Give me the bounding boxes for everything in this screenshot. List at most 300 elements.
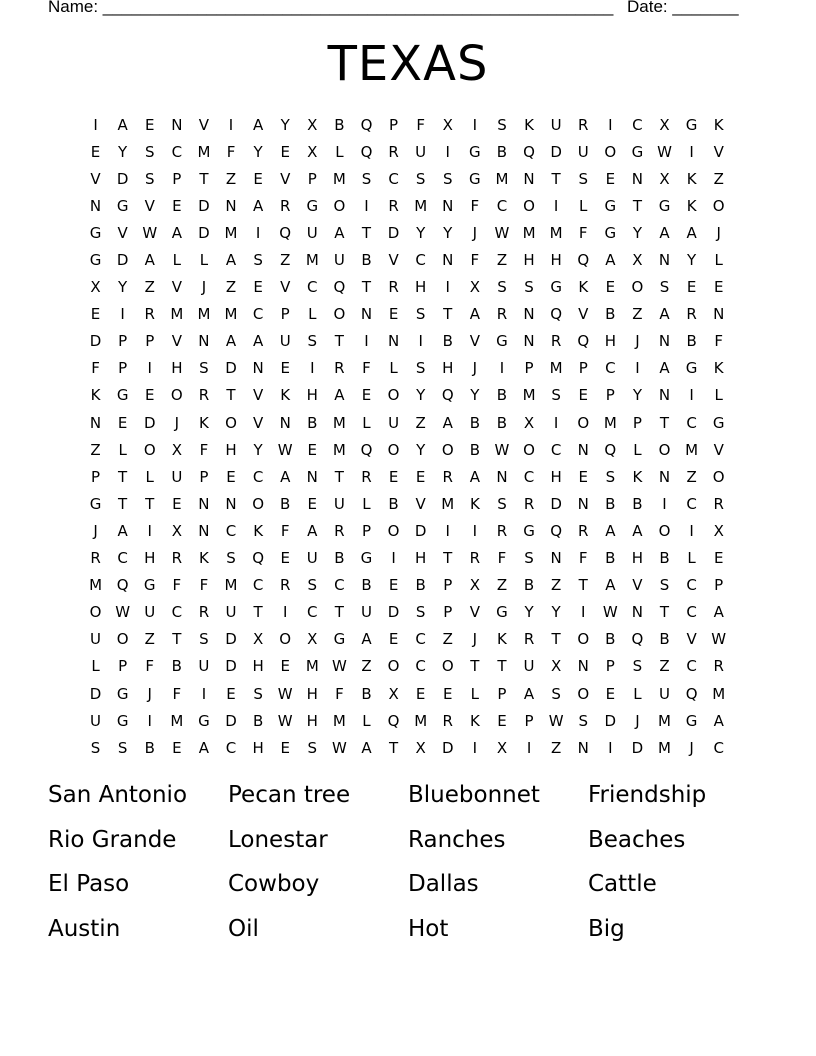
grid-letter: T xyxy=(388,738,399,757)
grid-letter: E xyxy=(280,142,290,161)
grid-letter: H xyxy=(523,251,535,270)
grid-letter: K xyxy=(686,196,697,215)
grid-letter: M xyxy=(224,305,238,324)
grid-row xyxy=(82,219,734,246)
grid-row xyxy=(82,545,734,572)
grid-letter: I xyxy=(499,359,505,378)
grid-letter: A xyxy=(252,115,264,134)
grid-letter: Q xyxy=(387,711,400,730)
grid-letter: I xyxy=(201,684,207,703)
grid-letter: N xyxy=(577,657,589,676)
grid-letter: Q xyxy=(279,223,292,242)
grid-letter: W xyxy=(115,603,131,622)
grid-letter: X xyxy=(307,115,318,134)
grid-letter: D xyxy=(89,332,102,351)
grid-letter: I xyxy=(526,738,532,757)
grid-letter: U xyxy=(171,467,183,486)
grid-letter: O xyxy=(387,386,400,405)
grid-row xyxy=(82,382,734,409)
grid-letter: V xyxy=(415,494,426,513)
grid-letter: I xyxy=(255,223,261,242)
grid-letter: D xyxy=(550,494,562,513)
grid-letter: X xyxy=(713,521,724,540)
grid-letter: R xyxy=(523,494,535,513)
grid-letter: N xyxy=(252,359,264,378)
grid-letter: L xyxy=(362,413,371,432)
grid-letter: P xyxy=(280,305,290,324)
grid-letter: V xyxy=(469,332,480,351)
grid-letter: F xyxy=(172,576,182,595)
grid-letter: H xyxy=(225,440,237,459)
grid-letter: W xyxy=(494,223,510,242)
grid-letter: P xyxy=(714,576,724,595)
grid-letter: I xyxy=(364,332,369,351)
grid-letter: X xyxy=(469,576,480,595)
grid-row xyxy=(82,111,734,138)
grid-letter: G xyxy=(685,359,698,378)
grid-letter: D xyxy=(225,657,237,676)
grid-letter: A xyxy=(605,251,616,270)
grid-letter: M xyxy=(224,576,238,595)
grid-letter: O xyxy=(658,440,671,459)
grid-letter: I xyxy=(445,521,450,540)
grid-letter: U xyxy=(333,494,345,513)
grid-letter: R xyxy=(334,521,345,540)
grid-letter: Z xyxy=(551,576,562,595)
grid-letter: G xyxy=(116,386,129,405)
grid-letter: A xyxy=(171,223,182,242)
grid-letter: K xyxy=(199,549,209,568)
grid-letter: R xyxy=(198,386,210,405)
word-list-item: El Paso xyxy=(48,871,130,897)
header xyxy=(0,0,816,21)
grid-letter: C xyxy=(605,359,616,378)
grid-letter: T xyxy=(118,494,128,513)
grid-letter: Y xyxy=(687,251,697,270)
grid-letter: V xyxy=(144,196,155,215)
grid-letter: D xyxy=(198,196,210,215)
word-list-item: Pecan tree xyxy=(228,782,351,808)
grid-letter: K xyxy=(253,521,264,540)
grid-letter: K xyxy=(90,386,101,405)
grid-letter: M xyxy=(414,196,428,215)
grid-letter: J xyxy=(93,521,98,540)
grid-letter: Z xyxy=(280,251,291,270)
grid-letter: I xyxy=(445,278,450,297)
grid-letter: V xyxy=(252,413,264,432)
grid-letter: E xyxy=(90,305,101,324)
grid-letter: C xyxy=(307,278,318,297)
grid-letter: Q xyxy=(360,142,373,161)
grid-letter: A xyxy=(280,467,291,486)
grid-letter: E xyxy=(307,494,318,513)
grid-letter: R xyxy=(442,467,453,486)
grid-row xyxy=(82,517,734,544)
grid-letter: R xyxy=(496,521,508,540)
grid-letter: G xyxy=(631,142,644,161)
grid-letter: O xyxy=(712,467,725,486)
grid-letter: X xyxy=(659,115,670,134)
grid-letter: C xyxy=(252,576,264,595)
grid-row xyxy=(82,734,734,761)
grid-letter: B xyxy=(605,630,616,649)
grid-letter: H xyxy=(252,738,264,757)
grid-letter: T xyxy=(659,603,670,622)
grid-letter: C xyxy=(686,494,697,513)
grid-letter: N xyxy=(225,494,237,513)
grid-letter: Y xyxy=(443,223,453,242)
grid-row xyxy=(82,274,734,301)
grid-letter: C xyxy=(307,603,318,622)
grid-letter: K xyxy=(469,711,480,730)
grid-letter: S xyxy=(415,359,426,378)
grid-letter: V xyxy=(171,278,182,297)
word-list-item: Cowboy xyxy=(228,871,320,897)
grid-letter: B xyxy=(361,684,372,703)
grid-letter: C xyxy=(686,657,697,676)
grid-letter: E xyxy=(388,630,399,649)
grid-letter: Q xyxy=(685,684,698,703)
grid-letter: C xyxy=(686,603,697,622)
grid-letter: T xyxy=(632,196,642,215)
grid-letter: R xyxy=(713,494,724,513)
grid-letter: X xyxy=(307,142,318,161)
grid-letter: Q xyxy=(252,549,265,568)
grid-row xyxy=(82,707,734,734)
word-list-item: Oil xyxy=(228,915,259,942)
grid-letter: V xyxy=(469,603,480,622)
grid-letter: A xyxy=(361,738,372,757)
grid-row xyxy=(82,192,734,219)
grid-letter: E xyxy=(388,576,399,595)
grid-letter: U xyxy=(523,657,535,676)
grid-letter: I xyxy=(282,603,288,622)
grid-letter: Y xyxy=(118,278,128,297)
grid-letter: T xyxy=(334,603,344,622)
grid-letter: Y xyxy=(470,386,480,405)
grid-letter: I xyxy=(662,494,667,513)
grid-letter: I xyxy=(418,332,423,351)
grid-letter: L xyxy=(199,251,209,270)
grid-letter: N xyxy=(198,521,210,540)
grid-letter: D xyxy=(631,738,644,757)
grid-letter: B xyxy=(659,549,670,568)
grid-letter: G xyxy=(496,332,508,351)
grid-letter: T xyxy=(118,467,128,486)
grid-letter: Z xyxy=(632,305,643,324)
grid-letter: N xyxy=(198,332,210,351)
grid-letter: I xyxy=(608,738,613,757)
grid-letter: Z xyxy=(713,169,724,188)
grid-letter: O xyxy=(523,440,535,459)
grid-letter: C xyxy=(632,115,643,134)
grid-letter: D xyxy=(387,603,400,622)
grid-letter: M xyxy=(332,711,346,730)
grid-letter: C xyxy=(334,576,345,595)
grid-letter: F xyxy=(199,440,209,459)
grid-letter: V xyxy=(686,630,697,649)
grid-letter: J xyxy=(472,223,478,242)
grid-letter: F xyxy=(714,332,724,351)
grid-letter: H xyxy=(171,359,183,378)
grid-letter: A xyxy=(225,251,237,270)
grid-letter: V xyxy=(280,169,291,188)
grid-letter: O xyxy=(116,630,129,649)
grid-letter: I xyxy=(472,521,478,540)
grid-letter: X xyxy=(523,413,535,432)
grid-letter: A xyxy=(605,521,616,540)
grid-letter: V xyxy=(713,142,724,161)
grid-letter: Y xyxy=(524,603,534,622)
grid-letter: L xyxy=(389,359,398,378)
grid-letter: K xyxy=(199,413,209,432)
grid-letter: E xyxy=(605,169,616,188)
grid-letter: L xyxy=(714,251,723,270)
grid-letter: Y xyxy=(632,386,642,405)
grid-letter: I xyxy=(608,115,613,134)
grid-letter: G xyxy=(604,223,617,242)
grid-letter: D xyxy=(225,711,237,730)
grid-letter: N xyxy=(198,494,210,513)
grid-letter: A xyxy=(144,251,155,270)
grid-letter: C xyxy=(171,603,183,622)
grid-letter: X xyxy=(415,738,426,757)
grid-letter: N xyxy=(577,440,589,459)
grid-letter: T xyxy=(578,576,588,595)
grid-letter: S xyxy=(524,549,534,568)
grid-letter: S xyxy=(605,467,616,486)
grid-letter: O xyxy=(279,630,292,649)
grid-letter: U xyxy=(333,251,345,270)
grid-letter: V xyxy=(252,386,264,405)
grid-letter: V xyxy=(198,115,210,134)
grid-letter: J xyxy=(472,630,478,649)
grid-letter: N xyxy=(89,413,102,432)
grid-letter: S xyxy=(551,386,561,405)
grid-letter: B xyxy=(632,494,643,513)
grid-letter: O xyxy=(577,630,590,649)
grid-letter: A xyxy=(225,332,237,351)
grid-letter: F xyxy=(470,251,480,270)
grid-letter: Q xyxy=(116,576,129,595)
grid-letter: U xyxy=(144,603,156,622)
grid-letter: P xyxy=(118,332,128,351)
grid-letter: A xyxy=(469,305,480,324)
word-list-item: Ranches xyxy=(408,826,506,853)
grid-letter: E xyxy=(443,684,453,703)
grid-letter: O xyxy=(658,521,671,540)
grid-letter: R xyxy=(469,549,481,568)
grid-letter: O xyxy=(170,386,183,405)
grid-letter: S xyxy=(144,169,155,188)
grid-letter: D xyxy=(116,251,129,270)
grid-letter: P xyxy=(307,169,317,188)
grid-letter: Y xyxy=(253,440,263,459)
grid-letter: N xyxy=(658,386,671,405)
grid-letter: C xyxy=(550,440,562,459)
grid-letter: N xyxy=(577,494,589,513)
grid-letter: Y xyxy=(416,440,426,459)
grid-letter: L xyxy=(172,251,181,270)
grid-letter: V xyxy=(632,576,643,595)
grid-letter: U xyxy=(306,549,318,568)
grid-letter: Q xyxy=(577,332,590,351)
grid-letter: M xyxy=(603,413,617,432)
grid-letter: P xyxy=(118,657,128,676)
grid-letter: G xyxy=(89,494,102,513)
grid-letter: R xyxy=(90,549,101,568)
grid-letter: C xyxy=(252,305,264,324)
grid-letter: S xyxy=(659,576,670,595)
grid-letter: T xyxy=(443,549,453,568)
grid-letter: H xyxy=(306,711,318,730)
grid-letter: P xyxy=(605,386,615,405)
grid-letter: O xyxy=(225,413,237,432)
grid-letter: B xyxy=(605,494,616,513)
grid-letter: A xyxy=(334,223,345,242)
grid-letter: A xyxy=(469,467,480,486)
word-list-item: Cattle xyxy=(588,871,657,897)
grid-letter: G xyxy=(89,223,102,242)
grid-letter: T xyxy=(551,630,561,649)
grid-letter: U xyxy=(225,603,237,622)
grid-letter: P xyxy=(199,467,209,486)
grid-letter: S xyxy=(226,549,236,568)
grid-letter: Y xyxy=(280,115,290,134)
grid-letter: N xyxy=(523,332,535,351)
grid-letter: S xyxy=(253,251,263,270)
grid-letter: K xyxy=(280,386,291,405)
grid-row xyxy=(82,653,734,680)
grid-letter: N xyxy=(631,169,644,188)
grid-letter: S xyxy=(199,630,209,649)
grid-letter: Z xyxy=(659,657,670,676)
word-list-item: Austin xyxy=(48,915,121,942)
grid-letter: B xyxy=(334,549,345,568)
grid-letter: R xyxy=(550,332,562,351)
grid-letter: N xyxy=(306,467,318,486)
grid-letter: F xyxy=(416,115,425,134)
grid-letter: M xyxy=(332,413,346,432)
grid-letter: K xyxy=(686,169,697,188)
grid-letter: S xyxy=(551,684,561,703)
grid-letter: U xyxy=(388,413,400,432)
grid-letter: A xyxy=(713,711,724,730)
grid-letter: G xyxy=(198,711,210,730)
grid-letter: R xyxy=(523,630,535,649)
grid-row xyxy=(82,490,734,517)
grid-letter: E xyxy=(388,305,399,324)
grid-letter: B xyxy=(686,332,697,351)
grid-letter: N xyxy=(550,549,562,568)
grid-letter: Q xyxy=(550,521,563,540)
grid-letter: S xyxy=(144,142,155,161)
grid-letter: G xyxy=(685,711,698,730)
grid-letter: N xyxy=(89,196,102,215)
grid-letter: R xyxy=(144,305,155,324)
grid-row xyxy=(82,355,734,382)
grid-letter: M xyxy=(549,359,563,378)
grid-letter: S xyxy=(659,278,670,297)
grid-letter: H xyxy=(550,467,562,486)
grid-row xyxy=(82,599,734,626)
grid-letter: S xyxy=(415,305,426,324)
grid-letter: Z xyxy=(415,413,426,432)
grid-letter: C xyxy=(523,467,535,486)
grid-letter: P xyxy=(497,684,507,703)
grid-letter: G xyxy=(604,196,617,215)
grid-letter: A xyxy=(442,413,453,432)
grid-letter: Z xyxy=(442,630,453,649)
grid-letter: F xyxy=(362,359,371,378)
grid-letter: D xyxy=(414,521,427,540)
grid-letter: W xyxy=(548,711,564,730)
grid-letter: G xyxy=(306,196,319,215)
grid-letter: G xyxy=(116,684,129,703)
grid-row xyxy=(82,138,734,165)
grid-letter: E xyxy=(578,386,588,405)
grid-letter: X xyxy=(171,440,182,459)
grid-letter: G xyxy=(550,278,562,297)
grid-letter: R xyxy=(686,305,697,324)
word-list-item: Lonestar xyxy=(228,826,328,853)
grid-letter: U xyxy=(279,332,291,351)
grid-letter: L xyxy=(308,305,317,324)
grid-letter: E xyxy=(90,142,101,161)
grid-letter: V xyxy=(388,251,399,270)
grid-letter: F xyxy=(91,359,100,378)
grid-letter: H xyxy=(306,684,318,703)
grid-letter: F xyxy=(226,142,236,161)
grid-letter: L xyxy=(633,440,642,459)
grid-letter: M xyxy=(712,684,726,703)
grid-letter: X xyxy=(252,630,264,649)
grid-letter: J xyxy=(635,332,640,351)
grid-letter: I xyxy=(93,115,98,134)
grid-letter: B xyxy=(605,305,616,324)
grid-letter: A xyxy=(605,576,616,595)
grid-letter: W xyxy=(277,684,293,703)
grid-letter: U xyxy=(659,684,670,703)
grid-letter: B xyxy=(252,711,264,730)
grid-letter: M xyxy=(522,386,536,405)
grid-letter: C xyxy=(686,413,697,432)
grid-letter: Z xyxy=(496,251,508,270)
grid-letter: Z xyxy=(686,467,697,486)
grid-letter: I xyxy=(147,711,152,730)
grid-letter: I xyxy=(581,603,586,622)
grid-letter: X xyxy=(469,278,480,297)
grid-letter: D xyxy=(143,413,156,432)
grid-letter: O xyxy=(712,196,725,215)
grid-letter: T xyxy=(470,657,480,676)
grid-letter: U xyxy=(306,223,318,242)
grid-letter: S xyxy=(415,603,426,622)
word-list-item: Big xyxy=(588,915,625,942)
grid-letter: G xyxy=(712,413,725,432)
grid-letter: V xyxy=(578,305,589,324)
grid-letter: B xyxy=(307,413,318,432)
grid-letter: W xyxy=(277,711,293,730)
grid-letter: S xyxy=(307,576,318,595)
grid-letter: Q xyxy=(631,630,644,649)
grid-letter: L xyxy=(362,494,371,513)
grid-letter: U xyxy=(198,657,210,676)
grid-letter: O xyxy=(333,305,346,324)
grid-letter: U xyxy=(415,142,427,161)
grid-letter: I xyxy=(147,521,152,540)
grid-row xyxy=(82,463,734,490)
